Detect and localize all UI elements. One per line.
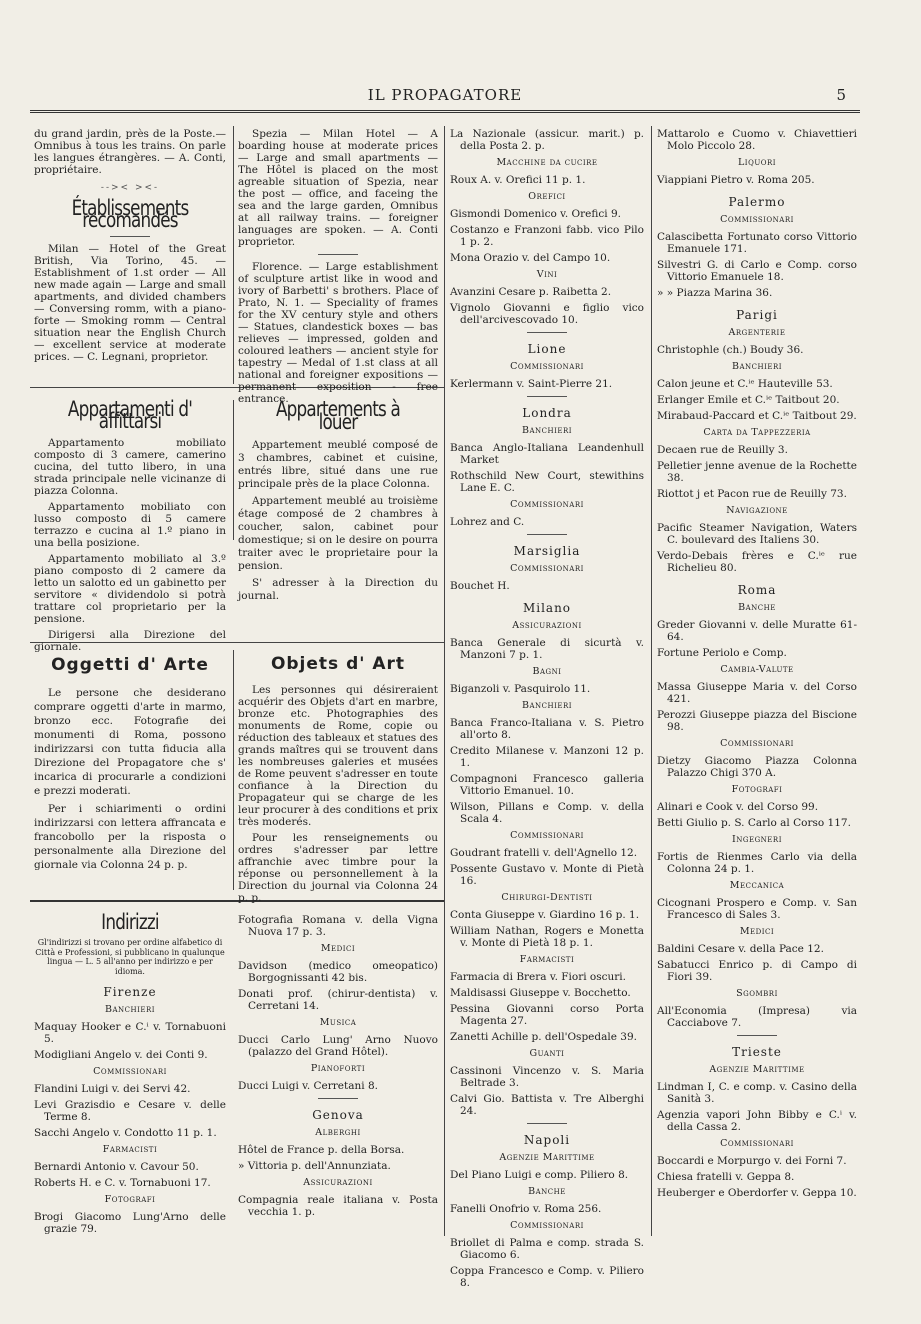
city-heading: Roma xyxy=(737,583,777,597)
objets-ad: Les personnes qui désireraient acquérir des Objets d'art en marbre, bronze etc. Photographies des monuments de Rome, copie ou réduction des tableaux et statues des grands maîtres qui se trouvent dans les nombreuses galeries et musées de Rome peuvent s'adresser en toute confiance à la Direction du Propagateur qui se charge de les leur procurer à des conditions et prix très moderés. xyxy=(238,684,438,828)
column-rule xyxy=(651,126,652,1236)
section-title-louer: Appartements à louer xyxy=(275,397,401,434)
section-title-indirizzi: Indirizzi xyxy=(101,910,159,934)
listing-entry: Roux A. v. Orefici 11 p. 1. xyxy=(450,174,586,186)
category-heading: Vini xyxy=(536,269,558,280)
art-ad: Le persone che desiderano comprare oggetti d'arte in marmo, bronzo ecc. Fotografie dei monumenti di Roma, possono indirizzarsi con tutta fiducia alla Direzione del Propagatore che s' incarica di procurarle a condizioni e prezzi moderati. xyxy=(34,687,226,797)
listing-entry: Pelletier jenne avenue de la Rochette 38. xyxy=(657,460,857,484)
category-heading: Liquori xyxy=(738,157,776,168)
column-4 xyxy=(657,128,857,1203)
city-heading: Marsiglia xyxy=(513,544,581,558)
category-heading: Banchieri xyxy=(731,361,783,372)
listing-entry: Fortis de Rienmes Carlo via della Colonna 24 p. 1. xyxy=(657,851,857,875)
section-title-art: Oggetti d' Arte xyxy=(51,655,209,675)
apartment-ad: Appartamento mobiliato composto di 3 camere, camerino cucina, del tutto libero, in una strada principale nelle vicinanze di piazza Colonna. xyxy=(34,437,226,497)
category-heading: Meccanica xyxy=(729,880,785,891)
listing-entry: Pessina Giovanni corso Porta Magenta 27. xyxy=(450,1003,644,1027)
listing-entry: Mattarolo e Cuomo v. Chiavettieri Molo Piccolo 28. xyxy=(657,128,857,152)
city-heading: Londra xyxy=(522,406,572,420)
lione-listing xyxy=(450,361,644,390)
listing-entry: William Nathan, Rogers e Monetta v. Monte di Pietà 18 p. 1. xyxy=(450,925,644,949)
florence-ad: Florence. — Large establishment of sculpture artist like in wood and ivory of Barbetti' s brothers. Place of Prato, N. 1. — Speciality of frames for the XV century style and others — Statues, clandestick boxes — bas relieves — impressed, golden and coloured leathers — ancient style for tapestry — Medal of 1.st class at all national and foreigner expositions — permanent exposition - free entrance. xyxy=(238,261,438,405)
listing-entry: Levi Grazisdio e Cesare v. delle Terme 8. xyxy=(34,1099,226,1123)
napoli-listing-continued xyxy=(657,128,857,186)
listing-entry: Agenzia vapori John Bibby e C.ⁱ v. della Cassa 2. xyxy=(657,1109,857,1133)
listing-entry: Boccardi e Morpurgo v. dei Forni 7. xyxy=(657,1155,847,1167)
listing-entry: Massa Giuseppe Maria v. del Corso 421. xyxy=(657,681,857,705)
category-heading: Banche xyxy=(528,1186,566,1197)
listing-entry: Maldisassi Giuseppe v. Bocchetto. xyxy=(450,987,631,999)
city-heading: Milano xyxy=(522,601,572,615)
category-heading: Ingegneri xyxy=(732,834,782,845)
indirizzi-note: Gl'indirizzi si trovano per ordine alfabetico di Città e Professioni, si pubblicano in qualunque lingua — L. 5 all'anno per indirizzo e per idioma. xyxy=(35,938,225,976)
listing-entry: Conta Giuseppe v. Giardino 16 p. 1. xyxy=(450,909,640,921)
objets-section xyxy=(238,652,438,908)
listing-entry: Wilson, Pillans e Comp. v. della Scala 4. xyxy=(450,801,644,825)
listing-entry: Roberts H. e C. v. Tornabuoni 17. xyxy=(34,1177,211,1189)
city-heading: Napoli xyxy=(523,1133,571,1147)
newspaper-title: IL PROPAGATORE xyxy=(367,86,523,104)
separator xyxy=(318,254,358,255)
listing-entry: Lohrez and C. xyxy=(450,516,525,528)
listing-entry: Avanzini Cesare p. Raibetta 2. xyxy=(450,286,612,298)
listing-entry: Donati prof. (chirur-dentista) v. Cerretani 14. xyxy=(238,988,438,1012)
category-heading: Commissionari xyxy=(510,499,584,510)
category-heading: Commissionari xyxy=(510,361,584,372)
section-title-apartments: Appartamenti d' affittarsi xyxy=(67,397,193,433)
category-heading: Navigazione xyxy=(726,505,788,516)
listing-entry: Sacchi Angelo v. Condotto 11 p. 1. xyxy=(34,1127,217,1139)
column-2 xyxy=(238,128,438,409)
city-heading: Palermo xyxy=(728,195,786,209)
listing-entry: La Nazionale (assicur. marit.) p. della Posta 2. p. xyxy=(450,128,644,152)
listing-entry: Biganzoli v. Pasquirolo 11. xyxy=(450,683,591,695)
listing-entry: Bernardi Antonio v. Cavour 50. xyxy=(34,1161,199,1173)
listing-entry: Pacific Steamer Navigation, Waters C. boulevard des Italiens 30. xyxy=(657,522,857,546)
louer-contact: S' adresser à la Direction du journal. xyxy=(238,577,438,602)
ornament: -->< ><- xyxy=(100,183,160,193)
category-heading: Banche xyxy=(738,602,776,613)
objets-ad: Pour les renseignements ou ordres s'adresser par lettre affranchie avec timbre pour la réponse ou personnellement à la Direction du journal via Colonna 24 p. p. xyxy=(238,832,438,904)
category-heading: Medici xyxy=(739,926,775,937)
listing-entry: Heuberger e Oberdorfer v. Geppa 10. xyxy=(657,1187,857,1199)
apartment-ad: Appartamento mobiliato al 3.º piano composto di 2 camere da letto un salotto ed un gabinetto per servitore « dividendolo si potrà trattare col proprietario per la pensione. xyxy=(34,553,226,625)
firenze-listing xyxy=(34,1004,226,1235)
listing-entry: Calon jeune et C.ⁱᵉ Hauteville 53. xyxy=(657,378,833,390)
listing-entry: Lindman I, C. e comp. v. Casino della Sanità 3. xyxy=(657,1081,857,1105)
category-heading: Guanti xyxy=(529,1048,565,1059)
listing-entry: Fotografia Romana v. della Vigna Nuova 17 p. 3. xyxy=(238,914,438,938)
listing-entry: Goudrant fratelli v. dell'Agnello 12. xyxy=(450,847,638,859)
column-1 xyxy=(34,128,226,367)
category-heading: Banchieri xyxy=(104,1004,156,1015)
listing-entry: Verdo-Debais frères e C.ⁱᵉ rue Richelieu 80. xyxy=(657,550,857,574)
category-heading: Fotografi xyxy=(104,1194,156,1205)
genova-listing-continued xyxy=(450,157,644,326)
milano-listing xyxy=(450,620,644,1117)
apartment-ad: Appartamento mobiliato con lusso composto di 5 camere terrazzo e cucina al 1.º piano in una bella posizione. xyxy=(34,501,226,549)
londra-listing xyxy=(450,425,644,528)
category-heading: Assicurazioni xyxy=(512,620,582,631)
category-heading: Cambia-Valute xyxy=(720,664,794,675)
louer-ad: Appartement meublé composé de 3 chambres, cabinet et cuisine, entrés libre, situé dans une rue principale près de la place Colonna. xyxy=(238,439,438,490)
category-heading: Fotografi xyxy=(731,784,783,795)
listing-entry: Vignolo Giovanni e figlio vico dell'arcivescovado 10. xyxy=(450,302,644,326)
art-ad: Per i schiarimenti o ordini indirizzarsi con lettera affrancata e francobollo per la risposta o personalmente alla Direzione del giornale via Colonna 24 p. p. xyxy=(34,803,226,871)
hotel-continuation: du grand jardin, près de la Poste.— Omnibus à tous les trains. On parle les langues étrangères. — A. Conti, propriétaire. xyxy=(34,128,226,176)
listing-entry: Credito Milanese v. Manzoni 12 p. 1. xyxy=(450,745,644,769)
listing-entry: Farmacia di Brera v. Fiori oscuri. xyxy=(450,971,626,983)
category-heading: Commissionari xyxy=(93,1066,167,1077)
category-heading: Commissionari xyxy=(510,563,584,574)
listing-entry: Davidson (medico omeopatico) Borgognissanti 42 bis. xyxy=(238,960,438,984)
category-heading: Commissionari xyxy=(720,738,794,749)
listing-entry: Betti Giulio p. S. Carlo al Corso 117. xyxy=(657,817,851,829)
listing-entry: Greder Giovanni v. delle Muratte 61-64. xyxy=(657,619,857,643)
listing-entry: Coppa Francesco e Comp. v. Piliero 8. xyxy=(450,1265,644,1289)
milan-hotel-ad: Milan — Hotel of the Great British, Via Torino, 45. — Establishment of 1.st order — All new made again — Large and small apartments, and divided chambers — Conversing romm, with a piano-forte — Smoking romm — Central situation near the English Church — excellent service at moderate prices. — C. Legnani, proprietor. xyxy=(34,243,226,363)
city-heading: Lione xyxy=(527,342,567,356)
category-heading: Alberghi xyxy=(315,1127,361,1138)
trieste-listing xyxy=(657,1064,857,1199)
category-heading: Medici xyxy=(320,943,356,954)
listing-entry: » Vittoria p. dell'Annunziata. xyxy=(238,1160,391,1172)
city-heading: Parigi xyxy=(736,308,778,322)
separator xyxy=(527,534,567,535)
separator xyxy=(318,1098,358,1099)
listing-entry: Ducci Luigi v. Cerretani 8. xyxy=(238,1080,378,1092)
listing-entry: Christophle (ch.) Boudy 36. xyxy=(657,344,804,356)
listing-entry: Chiesa fratelli v. Geppa 8. xyxy=(657,1171,795,1183)
category-heading: Commissionari xyxy=(510,830,584,841)
listing-entry: Banca Anglo-Italiana Leandenhull Market xyxy=(450,442,644,466)
listing-entry: Silvestri G. di Carlo e Comp. corso Vittorio Emanuele 18. xyxy=(657,259,857,283)
category-heading: Commissionari xyxy=(510,1220,584,1231)
listing-entry: Cassinoni Vincenzo v. S. Maria Beltrade 3. xyxy=(450,1065,644,1089)
category-heading: Farmacisti xyxy=(102,1144,158,1155)
marsiglia-listing xyxy=(450,563,644,592)
listing-entry: Costanzo e Franzoni fabb. vico Pilo 1 p. 2. xyxy=(450,224,644,248)
indirizzi-column-2 xyxy=(238,914,438,1222)
column-rule xyxy=(233,126,234,384)
category-heading: Agenzie Marittime xyxy=(709,1064,805,1075)
listing-entry: Riottot j et Pacon rue de Reuilly 73. xyxy=(657,488,847,500)
listing-entry: Gismondi Domenico v. Orefici 9. xyxy=(450,208,621,220)
listing-entry: Calvi Gio. Battista v. Tre Alberghi 24. xyxy=(450,1093,644,1117)
listing-entry: Possente Gustavo v. Monte di Pietà 16. xyxy=(450,863,644,887)
listing-entry: Banca Generale di sicurtà v. Manzoni 7 p. 1. xyxy=(450,637,644,661)
listing-entry: Zanetti Achille p. dell'Ospedale 39. xyxy=(450,1031,637,1043)
napoli-listing xyxy=(450,1152,644,1289)
category-heading: Assicurazioni xyxy=(303,1177,373,1188)
listing-entry: Kerlermann v. Saint-Pierre 21. xyxy=(450,378,613,390)
category-heading: Agenzie Marittime xyxy=(499,1152,595,1163)
listing-entry: Cicognani Prospero e Comp. v. San Francesco di Sales 3. xyxy=(657,897,857,921)
listing-entry: Modigliani Angelo v. dei Conti 9. xyxy=(34,1049,208,1061)
apartments-section xyxy=(34,395,226,657)
city-heading: Trieste xyxy=(732,1045,782,1059)
section-title-objets: Objets d' Art xyxy=(270,654,406,674)
page-number: 5 xyxy=(836,86,846,104)
separator xyxy=(527,1123,567,1124)
header-rule xyxy=(30,110,860,113)
category-heading: Orefici xyxy=(528,191,566,202)
listing-entry: Mirabaud-Paccard et C.ⁱᵉ Taitbout 29. xyxy=(657,410,857,422)
listing-entry: Brogi Giacomo Lung'Arno delle grazie 79. xyxy=(34,1211,226,1235)
listing-entry: Perozzi Giuseppe piazza del Biscione 98. xyxy=(657,709,857,733)
firenze-listing-continued xyxy=(238,943,438,1092)
category-heading: Sgombri xyxy=(736,988,778,999)
category-heading: Banchieri xyxy=(521,425,573,436)
category-heading: Pianoforti xyxy=(310,1063,366,1074)
page-header xyxy=(30,86,860,110)
louer-section xyxy=(238,395,438,607)
column-rule xyxy=(233,650,234,890)
category-heading: Macchine da cucire xyxy=(496,157,598,168)
category-heading: Commissionari xyxy=(720,1138,794,1149)
listing-entry: All'Economia (Impresa) via Cacciabove 7. xyxy=(657,1005,857,1029)
listing-entry: Ducci Carlo Lung' Arno Nuovo (palazzo del Grand Hôtel). xyxy=(238,1034,438,1058)
listing-entry: Baldini Cesare v. della Pace 12. xyxy=(657,943,824,955)
indirizzi-section xyxy=(34,908,226,1239)
category-heading: Farmacisti xyxy=(519,954,575,965)
apartment-contact: Dirigersi alla Direzione del giornale. xyxy=(34,629,226,653)
genova-listing xyxy=(238,1127,438,1218)
column-3 xyxy=(450,128,644,1293)
category-heading: Chirurgi-Dentisti xyxy=(501,892,593,903)
listing-entry: Erlanger Emile et C.ⁱᵉ Taitbout 20. xyxy=(657,394,840,406)
art-section xyxy=(34,652,226,876)
separator xyxy=(737,1035,777,1036)
listing-entry: Sabatucci Enrico p. di Campo di Fiori 39. xyxy=(657,959,857,983)
city-heading: Genova xyxy=(312,1108,364,1122)
listing-entry: Dietzy Giacomo Piazza Colonna Palazzo Chigi 370 A. xyxy=(657,755,857,779)
category-heading: Commissionari xyxy=(720,214,794,225)
listing-entry: Compagnoni Francesco galleria Vittorio Emanuel. 10. xyxy=(450,773,644,797)
category-heading: Banchieri xyxy=(521,700,573,711)
listing-entry: Viappiani Pietro v. Roma 205. xyxy=(657,174,815,186)
listing-entry: Hôtel de France p. della Borsa. xyxy=(238,1144,405,1156)
listing-entry: Calascibetta Fortunato corso Vittorio Emanuele 171. xyxy=(657,231,857,255)
parigi-listing xyxy=(657,327,857,574)
listing-entry: Compagnia reale italiana v. Posta vecchia 1. p. xyxy=(238,1194,438,1218)
louer-ad: Appartement meublé au troisième étage composé de 2 chambres à coucher, salon, cabinet pour domestique; si on le desire on pourra traiter avec le proprietaire pour la pension. xyxy=(238,495,438,572)
listing-entry: Decaen rue de Reuilly 3. xyxy=(657,444,788,456)
city-heading: Firenze xyxy=(103,985,157,999)
listing-entry: Fanelli Onofrio v. Roma 256. xyxy=(450,1203,602,1215)
category-heading: Bagni xyxy=(532,666,562,677)
listing-entry: Mona Orazio v. del Campo 10. xyxy=(450,252,611,264)
palermo-listing xyxy=(657,214,857,299)
separator xyxy=(110,236,150,237)
spezia-hotel-ad: Spezia — Milan Hotel — A boarding house at moderate prices — Large and small apartments — The Hôtel is placed on the most agreable situation of Spezia, near the post — office, and faceing the sea and the large garden, Omnibus at all railway trains. — foreigner languages are spoken. — A. Conti proprietor. xyxy=(238,128,438,248)
listing-entry: » » Piazza Marina 36. xyxy=(657,287,773,299)
listing-entry: Del Piano Luigi e comp. Piliero 8. xyxy=(450,1169,629,1181)
listing-entry: Rothschild New Court, stewithins Lane E. C. xyxy=(450,470,644,494)
listing-entry: Briollet di Palma e comp. strada S. Giacomo 6. xyxy=(450,1237,644,1261)
category-heading: Carta da Tappezzeria xyxy=(703,427,811,438)
listing-entry: Alinari e Cook v. del Corso 99. xyxy=(657,801,819,813)
roma-listing xyxy=(657,602,857,1029)
category-heading: Argenterie xyxy=(728,327,786,338)
listing-entry: Maquay Hooker e C.ⁱ v. Tornabuoni 5. xyxy=(34,1021,226,1045)
column-rule xyxy=(444,126,445,1236)
listing-entry: Banca Franco-Italiana v. S. Pietro all'orto 8. xyxy=(450,717,644,741)
category-heading: Musica xyxy=(319,1017,357,1028)
listing-entry: Fortune Periolo e Comp. xyxy=(657,647,787,659)
separator xyxy=(527,332,567,333)
listing-entry: Flandini Luigi v. dei Servi 42. xyxy=(34,1083,191,1095)
listing-entry: Bouchet H. xyxy=(450,580,510,592)
column-rule xyxy=(233,400,234,540)
separator xyxy=(527,396,567,397)
section-title-establishments: Établissements recomandés xyxy=(71,196,189,232)
